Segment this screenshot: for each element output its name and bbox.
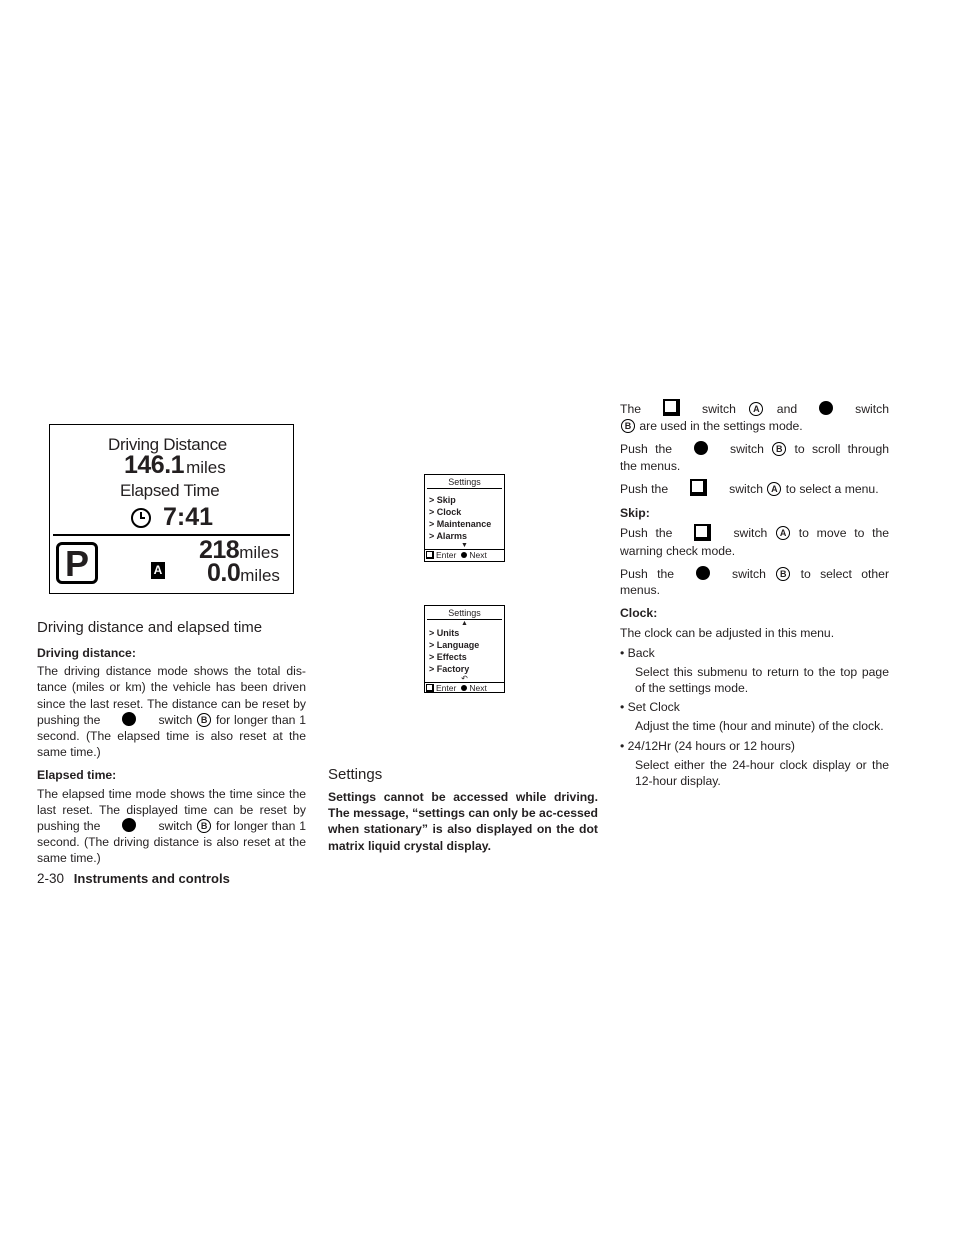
driving-distance-paragraph: The driving distance mode shows the total dis-tance (miles or km) the vehicle has been driven since the last reset. The distance can be reset by pushing the switch B for longer than 1 second. (The elapsed time is also reset at the same time.) [37, 664, 306, 760]
square-switch-icon [426, 684, 434, 692]
driving-distance-value: 146.1 [124, 451, 185, 479]
elapsed-time-label: Elapsed Time [120, 481, 220, 500]
elapsed-time-readout [130, 503, 213, 532]
menu-item-alarms: > Alarms [429, 531, 467, 541]
page-number: 2-30 [37, 871, 65, 886]
settings-warning: Settings cannot be accessed while driving. The message, “settings can only be ac-cessed when stationary” is also displayed on the dot matrix liquid crystal display. [328, 790, 598, 853]
section-heading-driving: Driving distance and elapsed time [37, 619, 263, 636]
round-switch-icon [819, 401, 833, 415]
skip-warning-instruction: Push the switch A to move to the warning check mode. [620, 525, 889, 558]
b-label-icon: B [197, 713, 211, 727]
settings-screen-title: Settings [427, 475, 502, 489]
next-label: Next [469, 550, 487, 560]
section-title: Instruments and controls [73, 871, 230, 886]
next-label: Next [469, 683, 487, 693]
driving-distance-unit: miles [186, 458, 226, 477]
menu-item-language: > Language [429, 640, 480, 650]
scroll-instruction: Push the switch B to scroll through the menus. [620, 442, 890, 473]
section-heading-settings: Settings [328, 766, 383, 783]
select-instruction: Push the switch A to select a menu. [620, 481, 889, 498]
menu-item-units: > Units [429, 628, 460, 638]
b-label-icon: B [776, 567, 790, 581]
settings-screen-2 [424, 605, 505, 693]
menu-item-skip: > Skip [429, 495, 456, 505]
round-switch-icon [461, 685, 467, 691]
round-switch-icon [122, 818, 136, 832]
return-arrow-icon: ↶ [461, 674, 468, 683]
settings-screen-title: Settings [427, 606, 502, 620]
elapsed-time-title: Elapsed time: [37, 768, 117, 783]
menu-item-factory: > Factory [429, 664, 470, 674]
menu-item-effects: > Effects [429, 652, 467, 662]
scroll-down-icon: ▼ [461, 542, 468, 549]
round-switch-icon [122, 712, 136, 726]
enter-label: Enter [436, 550, 457, 560]
square-switch-icon [663, 399, 680, 416]
park-gear-indicator: P [56, 542, 98, 584]
skip-other-instruction: Push the switch B to select other menus. [620, 566, 889, 598]
a-label-icon: A [776, 526, 790, 540]
clock-bullet-24-12hr: • 24/12Hr (24 hours or 12 hours) Select either the 24-hour clock display or the 12-hour display. [620, 738, 889, 789]
skip-title: Skip: [620, 506, 650, 521]
elapsed-time-paragraph: The elapsed time mode shows the time since the last reset. The displayed time can be reset by pushing the switch B for longer than 1 second. (The driving distance is also reset at the same time.) [37, 786, 306, 866]
enter-label: Enter [436, 683, 457, 693]
driving-distance-display [49, 424, 294, 594]
driving-distance-section [37, 645, 306, 867]
b-label-icon: B [621, 419, 635, 433]
round-switch-icon [694, 441, 708, 455]
menu-item-clock: > Clock [429, 507, 462, 517]
driving-distance-label: Driving Distance [108, 435, 227, 454]
driving-distance-readout [124, 451, 226, 480]
a-label-icon: A [767, 482, 781, 496]
round-switch-icon [696, 566, 710, 580]
square-switch-icon [426, 551, 434, 559]
trip-a-badge: A [151, 562, 165, 579]
screen-footer [425, 549, 504, 560]
a-label-icon: A [749, 402, 763, 416]
round-switch-icon [461, 552, 467, 558]
right-column [620, 401, 889, 789]
trip-readout [207, 559, 280, 588]
odometer-value: 218 [199, 536, 240, 564]
square-switch-icon [690, 479, 707, 496]
trip-value: 0.0 [207, 559, 241, 587]
scroll-up-icon: ▲ [461, 620, 468, 627]
clock-icon [130, 507, 152, 529]
screen-footer [425, 682, 504, 693]
elapsed-time-value: 7:41 [163, 503, 214, 531]
b-label-icon: B [772, 442, 786, 456]
clock-intro: The clock can be adjusted in this menu. [620, 626, 835, 641]
b-label-icon: B [197, 819, 211, 833]
settings-screen-1 [424, 474, 505, 562]
page-footer [37, 871, 230, 886]
clock-bullet-back: • Back Select this submenu to return to the top page of the settings mode. [620, 645, 889, 696]
trip-unit: miles [240, 566, 280, 585]
clock-bullet-set-clock: • Set Clock Adjust the time (hour and minute) of the clock. [620, 700, 884, 734]
menu-item-maintenance: > Maintenance [429, 519, 492, 529]
driving-distance-title: Driving distance: [37, 646, 136, 660]
switch-intro: The switch A and switch B are used in the settings mode. [620, 401, 889, 434]
square-switch-icon [694, 524, 711, 541]
odometer-unit: miles [239, 543, 279, 562]
clock-title: Clock: [620, 606, 658, 621]
